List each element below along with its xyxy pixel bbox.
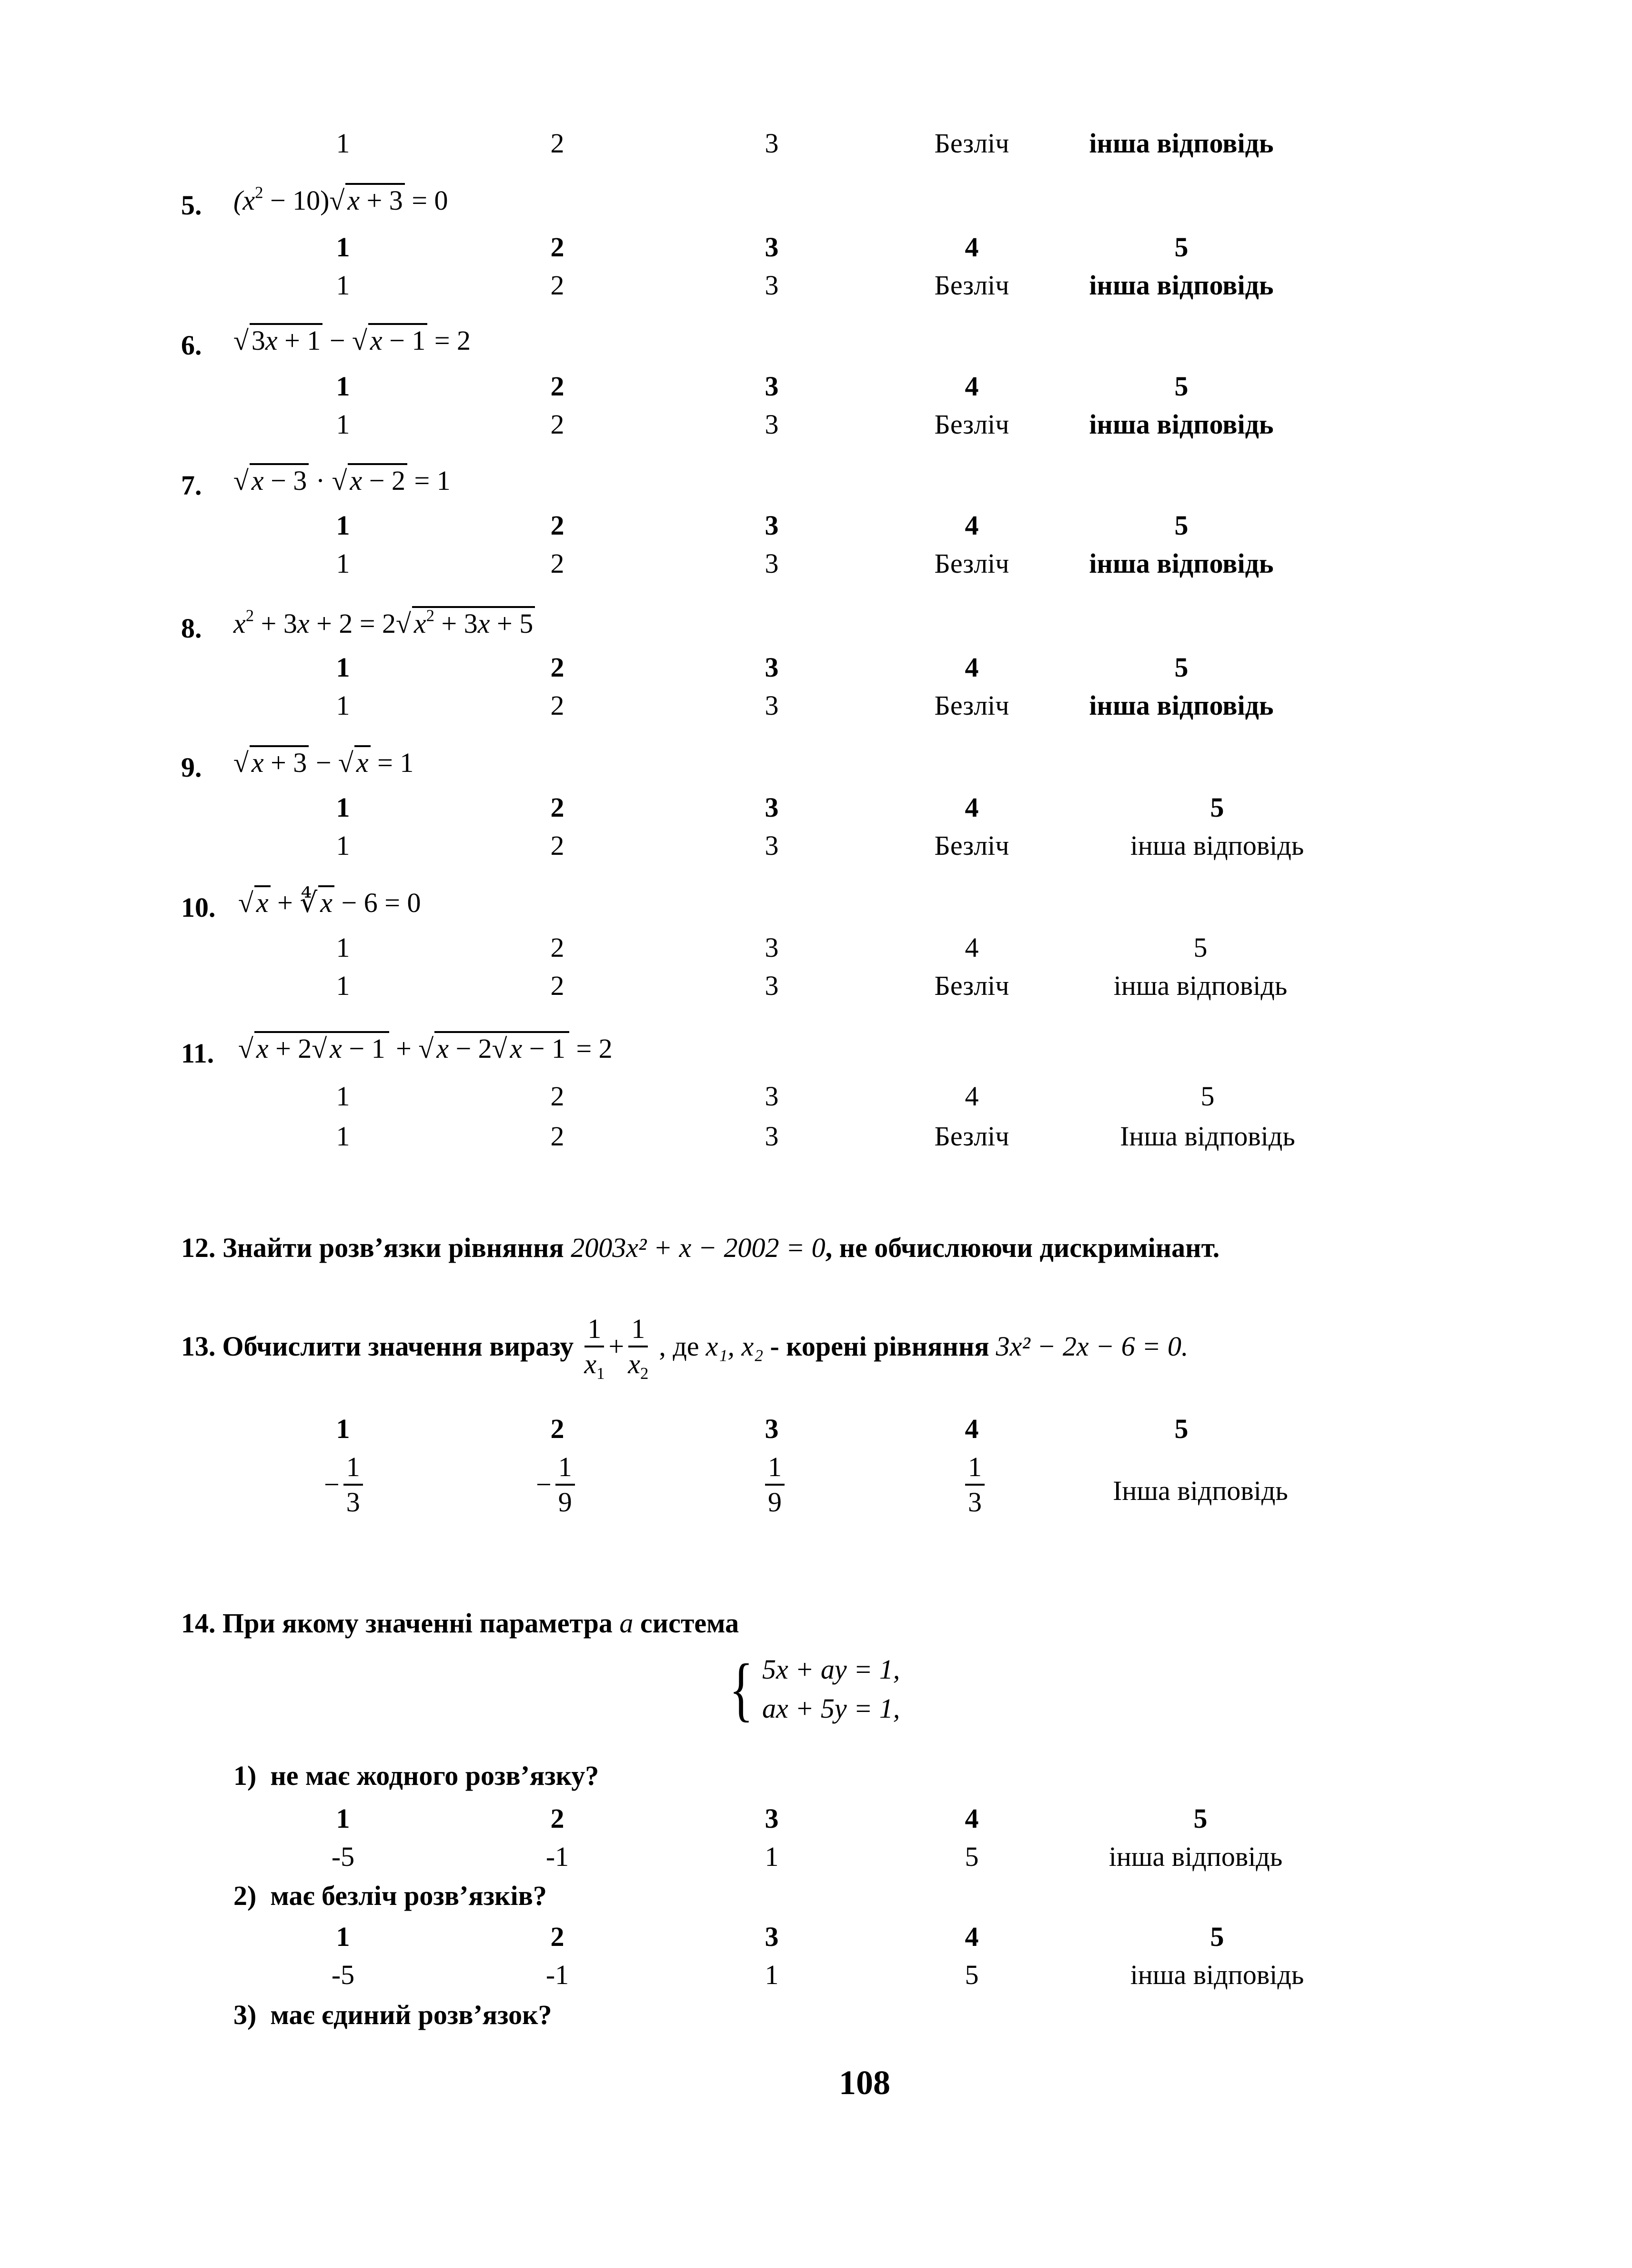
option-number: 5 — [1193, 932, 1208, 963]
numerator: 1 — [765, 1453, 785, 1486]
answer-2: 2 — [550, 970, 564, 1001]
subquestion-text: не має жодного розв’язку? — [270, 1760, 599, 1791]
minus-sign: − — [536, 1469, 552, 1500]
answer-1: 1 — [336, 830, 350, 861]
answer-1: 1 — [336, 1121, 350, 1152]
option-number: 3 — [765, 1413, 779, 1444]
subquestion-label: 2) — [233, 1880, 257, 1911]
option-number: 2 — [550, 1921, 564, 1952]
option-number: 5 — [1210, 1921, 1224, 1952]
answer-4: Безліч — [934, 830, 1009, 861]
option-number: 3 — [765, 371, 779, 402]
answer-4: 5 — [965, 1841, 979, 1872]
answer-3: 3 — [765, 548, 779, 579]
subquestion-text: має безліч розв’язків? — [270, 1880, 547, 1911]
answer-3: 3 — [765, 270, 779, 301]
option-number: 1 — [336, 1081, 350, 1112]
problem-number: 5. — [181, 190, 202, 221]
option-number: 2 — [550, 792, 564, 823]
fraction-answer — [536, 1453, 579, 1516]
option-number: 5 — [1174, 1413, 1189, 1444]
option-number: 5 — [1174, 371, 1189, 402]
answer-5: інша відповідь — [1089, 690, 1274, 721]
answer-1: 1 — [336, 548, 350, 579]
option-number: 1 — [336, 1413, 350, 1444]
option-number: 4 — [965, 1081, 979, 1112]
answer-2: -1 — [545, 1841, 569, 1872]
subquestion — [233, 1882, 547, 1910]
equation: 3x² − 2x − 6 = 0. — [996, 1331, 1189, 1362]
option-number: 4 — [965, 510, 979, 541]
option-number: 4 — [965, 932, 979, 963]
answer-4: Безліч — [934, 1121, 1009, 1152]
option-number: 1 — [336, 1803, 350, 1834]
parameter: a — [619, 1608, 634, 1639]
answer-1: 1 — [336, 409, 350, 440]
denominator: 3 — [968, 1487, 982, 1518]
problem-number: 9. — [181, 752, 202, 783]
answer-3: 3 — [765, 690, 779, 721]
problem-text: Знайти розв’язки рівняння — [222, 1232, 564, 1263]
problem-number: 13. — [181, 1331, 216, 1362]
problem-number: 10. — [181, 892, 216, 923]
page-number: 108 — [839, 2064, 890, 2102]
denominator: 3 — [346, 1487, 360, 1518]
answer-1: -5 — [331, 1841, 355, 1872]
option-number: 1 — [336, 232, 350, 263]
option-number: 5 — [1193, 1803, 1208, 1834]
option-number: 3 — [765, 1921, 779, 1952]
system-line: ax + 5y = 1, — [762, 1693, 900, 1724]
answer-5: інша відповідь — [1089, 128, 1274, 159]
answer-3: 3 — [765, 128, 779, 159]
option-number: 3 — [765, 510, 779, 541]
expression: $\frac{1}{x_1}$ + $\frac{1}{x_2}$ — [584, 1313, 649, 1383]
numerator: 1 — [343, 1453, 363, 1486]
answer-5: інша відповідь — [1130, 1959, 1304, 1990]
problem-text: При якому значенні параметра — [222, 1608, 613, 1639]
option-number: 2 — [550, 1081, 564, 1112]
option-number: 1 — [336, 792, 350, 823]
option-number: 4 — [965, 792, 979, 823]
numerator: 1 — [965, 1453, 985, 1486]
answer-5: інша відповідь — [1108, 1841, 1283, 1872]
problem-number: 14. — [181, 1608, 216, 1639]
option-number: 4 — [965, 1803, 979, 1834]
answer-3: 3 — [765, 830, 779, 861]
answer-4: 5 — [965, 1959, 979, 1990]
equation-system — [724, 1650, 900, 1729]
problem-text: , де — [659, 1331, 699, 1362]
option-number: 3 — [765, 1803, 779, 1834]
option-number: 5 — [1200, 1081, 1215, 1112]
problem-text: - корені рівняння — [770, 1331, 989, 1362]
equation: √ x + 3 − √ x = 1 — [233, 749, 413, 777]
equation: $(x^2 - 10)√$ x + 3 = 0 — [233, 183, 448, 216]
answer-1: 1 — [336, 128, 350, 159]
answer-5: Інша відповідь — [1113, 1475, 1288, 1506]
answer-3: 1 — [765, 1841, 779, 1872]
denominator: 9 — [558, 1487, 572, 1518]
answer-4: Безліч — [934, 548, 1009, 579]
answer-4: Безліч — [934, 690, 1009, 721]
option-number: 5 — [1174, 232, 1189, 263]
answer-1: -5 — [331, 1959, 355, 1990]
answer-3: 3 — [765, 970, 779, 1001]
option-number: 3 — [765, 1081, 779, 1112]
problem-number: 12. — [181, 1232, 216, 1263]
answer-4: Безліч — [934, 970, 1009, 1001]
option-number: 4 — [965, 1413, 979, 1444]
answer-5: Інша відповідь — [1120, 1121, 1295, 1152]
option-number: 3 — [765, 792, 779, 823]
fraction-answer — [324, 1453, 367, 1516]
option-number: 2 — [550, 932, 564, 963]
option-number: 5 — [1174, 510, 1189, 541]
answer-2: -1 — [545, 1959, 569, 1990]
fraction-answer — [761, 1453, 788, 1516]
option-number: 2 — [550, 232, 564, 263]
option-number: 4 — [965, 232, 979, 263]
equation: 2003x² + x − 2002 = 0 — [571, 1232, 826, 1263]
subquestion — [233, 1762, 599, 1790]
option-number: 2 — [550, 652, 564, 683]
answer-2: 2 — [550, 270, 564, 301]
problem-text: , не обчислюючи дискримінант. — [825, 1232, 1220, 1263]
subquestion-text: має єдиний розв’язок? — [270, 1999, 552, 2030]
answer-2: 2 — [550, 409, 564, 440]
problem-13 — [181, 1313, 1189, 1383]
system-line: 5x + ay = 1, — [762, 1654, 900, 1685]
option-number: 3 — [765, 652, 779, 683]
option-number: 1 — [336, 1921, 350, 1952]
option-number: 2 — [550, 510, 564, 541]
subquestion-label: 3) — [233, 1999, 257, 2030]
option-number: 2 — [550, 371, 564, 402]
option-number: 1 — [336, 932, 350, 963]
problem-14 — [181, 1610, 739, 1637]
equation: √ 3x + 1 − √ x − 1 = 2 — [233, 327, 471, 354]
answer-4: Безліч — [934, 270, 1009, 301]
problem-text: система — [640, 1608, 739, 1639]
option-number: 1 — [336, 510, 350, 541]
option-number: 2 — [550, 1413, 564, 1444]
answer-2: 2 — [550, 830, 564, 861]
option-number: 3 — [765, 232, 779, 263]
answer-1: 1 — [336, 690, 350, 721]
problem-12 — [181, 1234, 1219, 1262]
problem-number: 11. — [181, 1038, 214, 1069]
denominator: 9 — [768, 1487, 782, 1518]
option-number: 4 — [965, 371, 979, 402]
answer-2: 2 — [550, 548, 564, 579]
equation: $x^2 + 3x + 2 = 2√$ $x^2 + 3x + 5$ — [233, 610, 535, 638]
answer-2: 2 — [550, 128, 564, 159]
option-number: 3 — [765, 932, 779, 963]
equation: √ x + 2√ x − 1 + √ x − 2√ x − 1 = 2 — [238, 1035, 613, 1063]
answer-5: інша відповідь — [1130, 830, 1304, 861]
option-number: 5 — [1210, 792, 1224, 823]
answer-3: 3 — [765, 1121, 779, 1152]
answer-5: інша відповідь — [1113, 970, 1288, 1001]
answer-5: інша відповідь — [1089, 270, 1274, 301]
problem-number: 7. — [181, 470, 202, 501]
answer-1: 1 — [336, 270, 350, 301]
answer-3: 3 — [765, 409, 779, 440]
option-number: 4 — [965, 652, 979, 683]
brace-icon: { — [729, 1650, 754, 1729]
problem-number: 8. — [181, 613, 202, 644]
answer-2: 2 — [550, 690, 564, 721]
minus-sign: − — [324, 1469, 340, 1500]
option-number: 2 — [550, 1803, 564, 1834]
option-number: 1 — [336, 652, 350, 683]
problem-number: 6. — [181, 330, 202, 361]
answer-3: 1 — [765, 1959, 779, 1990]
answer-4: Безліч — [934, 409, 1009, 440]
fraction-answer — [961, 1453, 988, 1516]
problem-text: Обчислити значення виразу — [222, 1331, 574, 1362]
option-number: 5 — [1174, 652, 1189, 683]
answer-2: 2 — [550, 1121, 564, 1152]
equation: √ x − 3 · √ x − 2 = 1 — [233, 467, 451, 495]
answer-4: Безліч — [934, 128, 1009, 159]
subquestion — [233, 2001, 552, 2029]
answer-1: 1 — [336, 970, 350, 1001]
equation: √ x + ∜ x − 6 = 0 — [238, 889, 421, 917]
variables: x₁, x₂ — [705, 1331, 764, 1362]
answer-5: інша відповідь — [1089, 548, 1274, 579]
subquestion-label: 1) — [233, 1760, 257, 1791]
option-number: 1 — [336, 371, 350, 402]
numerator: 1 — [555, 1453, 575, 1486]
option-number: 4 — [965, 1921, 979, 1952]
answer-5: інша відповідь — [1089, 409, 1274, 440]
